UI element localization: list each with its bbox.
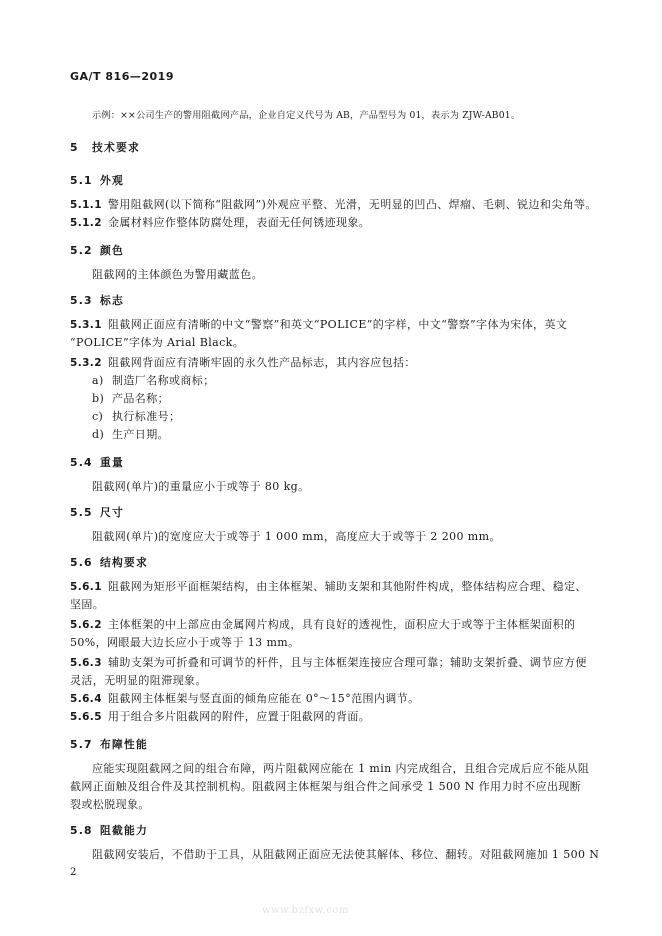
section-5-2-heading — [70, 244, 124, 258]
section-title: 标志 — [100, 294, 124, 307]
section-5-heading — [70, 141, 140, 155]
example-note: 示例：××公司生产的警用阻截网产品，企业自定义代号为 AB，产品型号为 01，表示为 ZJW-AB01。 — [92, 110, 521, 121]
list-marker: d) — [92, 428, 105, 441]
clause-number: 5.6.2 — [70, 619, 102, 631]
clause-5-6-2 — [70, 618, 575, 632]
clause-number: 5.1.2 — [70, 217, 102, 229]
clause-5-6-1-cont: 坚固。 — [70, 598, 105, 611]
clause-5-3-1-cont: “POLICE”字体为 Arial Black。 — [70, 336, 245, 349]
list-marker: a) — [92, 374, 104, 387]
clause-number: 5.6.4 — [70, 693, 102, 705]
clause-text: 辅助支架为可折叠和可调节的杆件，且与主体框架连接应合理可靠；辅助支架折叠、调节应方便 — [108, 656, 587, 669]
clause-5-6-4 — [70, 692, 420, 706]
list-marker: b) — [92, 392, 105, 405]
section-number: 5.5 — [70, 506, 93, 519]
section-5-7-text-line2: 截网正面触及组合件及其控制机构。阻截网主体框架与组合件之间承受 1 500 N 作用力时不应出现断 — [70, 780, 582, 793]
clause-text: 阻截网主体框架与竖直面的倾角应能在 0°～15°范围内调节。 — [108, 692, 420, 705]
clause-number: 5.3.2 — [70, 357, 102, 369]
section-5-8-text-line1: 阻截网安装后，不借助于工具，从阻截网正面应无法使其解体、移位、翻转。对阻截网施加 1 500 N — [92, 848, 600, 861]
list-text: 产品名称； — [112, 392, 169, 405]
section-title: 重量 — [100, 456, 124, 469]
standard-header: GA/T 816—2019 — [70, 70, 174, 83]
list-text: 执行标准号； — [112, 410, 181, 423]
section-number: 5.1 — [70, 174, 93, 187]
section-title: 阻截能力 — [100, 824, 148, 837]
section-title: 布障性能 — [100, 738, 148, 751]
list-item — [92, 392, 169, 406]
section-title: 颜色 — [100, 244, 124, 257]
clause-text: 金属材料应作整体防腐处理，表面无任何锈迹现象。 — [108, 216, 371, 229]
clause-5-3-1 — [70, 318, 567, 332]
page-number: 2 — [70, 867, 77, 878]
section-5-7-text-line3: 裂或松脱现象。 — [70, 798, 150, 811]
clause-text: 主体框架的中上部应由金属网片构成，具有良好的透视性，面积应大于或等于主体框架面积的 — [108, 618, 576, 631]
clause-5-1-2 — [70, 216, 370, 230]
section-5-4-text: 阻截网(单片)的重量应小于或等于 80 kg。 — [92, 480, 310, 493]
section-5-7-heading — [70, 738, 148, 752]
section-5-3-heading — [70, 294, 124, 308]
clause-number: 5.6.1 — [70, 581, 102, 593]
section-5-6-heading — [70, 556, 148, 570]
clause-5-3-2 — [70, 356, 416, 370]
clause-number: 5.1.1 — [70, 199, 102, 211]
section-5-5-text: 阻截网(单片)的宽度应大于或等于 1 000 mm，高度应大于或等于 2 200 mm。 — [92, 530, 501, 543]
section-number: 5.6 — [70, 556, 93, 569]
clause-5-6-3 — [70, 656, 587, 670]
clause-5-6-5 — [70, 710, 370, 724]
list-item — [92, 374, 215, 388]
watermark: www.bzfxw.com — [262, 905, 349, 916]
section-number: 5.7 — [70, 738, 93, 751]
list-item — [92, 428, 169, 442]
list-item — [92, 410, 180, 424]
section-5-5-heading — [70, 506, 124, 520]
clause-text: 阻截网为矩形平面框架结构，由主体框架、辅助支架和其他附件构成，整体结构应合理、稳定、 — [108, 580, 587, 593]
section-number: 5.2 — [70, 244, 93, 257]
section-title: 外观 — [100, 174, 124, 187]
section-5-8-heading — [70, 824, 148, 838]
clause-5-6-2-cont: 50%，网眼最大边长应小于或等于 13 mm。 — [70, 636, 300, 649]
list-marker: c) — [92, 410, 104, 423]
section-5-1-heading — [70, 174, 124, 188]
clause-5-1-1 — [70, 198, 597, 212]
clause-text: 阻截网背面应有清晰牢固的永久性产品标志，其内容应包括： — [108, 356, 416, 369]
section-number: 5.3 — [70, 294, 93, 307]
clause-5-6-1 — [70, 580, 587, 594]
clause-number: 5.3.1 — [70, 319, 102, 331]
clause-number: 5.6.3 — [70, 657, 102, 669]
section-5-4-heading — [70, 456, 124, 470]
clause-number: 5.6.5 — [70, 711, 102, 723]
section-title: 结构要求 — [100, 556, 148, 569]
clause-5-6-3-cont: 灵活，无明显的阻滞现象。 — [70, 674, 207, 687]
list-text: 制造厂名称或商标； — [112, 374, 215, 387]
section-5-7-text-line1: 应能实现阻截网之间的组合布障，两片阻截网应能在 1 min 内完成组合，且组合完成后应不能从阻 — [92, 762, 590, 775]
section-number: 5.4 — [70, 456, 93, 469]
clause-text: 用于组合多片阻截网的附件，应置于阻截网的背面。 — [108, 710, 371, 723]
section-number: 5.8 — [70, 824, 93, 837]
section-title: 技术要求 — [92, 141, 140, 154]
section-5-2-text: 阻截网的主体颜色为警用藏蓝色。 — [92, 268, 263, 281]
clause-text: 警用阻截网(以下简称“阻截网”)外观应平整、光滑，无明显的凹凸、焊瘤、毛刺、锐边和尖角等。 — [108, 198, 597, 211]
section-number: 5 — [70, 141, 79, 154]
list-text: 生产日期。 — [112, 428, 169, 441]
clause-text: 阻截网正面应有清晰的中文“警察”和英文“POLICE”的字样，中文“警察”字体为宋体，英文 — [108, 318, 568, 331]
section-title: 尺寸 — [100, 506, 124, 519]
